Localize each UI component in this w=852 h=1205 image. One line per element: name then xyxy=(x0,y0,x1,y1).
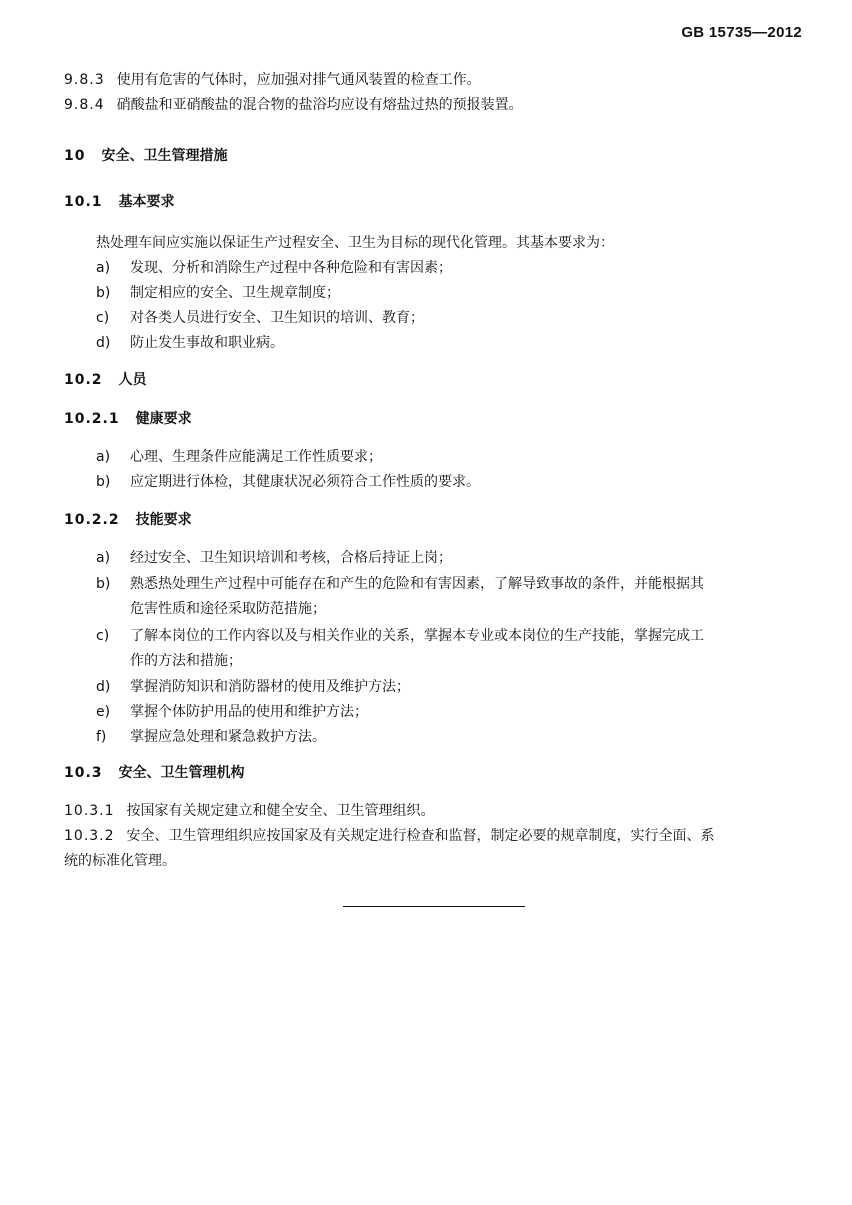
list-marker: b) xyxy=(96,474,111,490)
section-number: 10.2.2 xyxy=(64,512,120,528)
clause-text: 安全、卫生管理组织应按国家及有关规定进行检查和监督，制定必要的规章制度，实行全面、系 xyxy=(126,828,715,844)
list-item xyxy=(96,702,802,722)
list-item-text: 掌握应急处理和紧急救护方法。 xyxy=(130,729,326,745)
list-item-text: 心理、生理条件应能满足工作性质要求； xyxy=(130,449,382,465)
section-number: 10.1 xyxy=(64,194,103,210)
list-marker: f) xyxy=(96,729,107,745)
section-number: 10.3 xyxy=(64,765,103,781)
list-marker: b) xyxy=(96,285,111,301)
clause-number: 10.3.1 xyxy=(64,803,115,819)
end-of-document-rule xyxy=(343,906,525,907)
list-marker: c) xyxy=(96,310,110,326)
section-title: 安全、卫生管理措施 xyxy=(101,148,228,164)
list-marker: c) xyxy=(96,628,110,644)
section-10-2-1-heading xyxy=(64,409,804,429)
standard-code-header: GB 15735—2012 xyxy=(681,24,802,41)
clause-text: 硝酸盐和亚硝酸盐的混合物的盐浴均应设有熔盐过热的预报装置。 xyxy=(116,97,523,113)
section-title: 健康要求 xyxy=(135,411,192,427)
list-item-text: 发现、分析和消除生产过程中各种危险和有害因素； xyxy=(130,260,452,276)
list-marker: a) xyxy=(96,260,111,276)
section-10-3-heading xyxy=(64,763,804,783)
list-item-text: 掌握消防知识和消防器材的使用及维护方法； xyxy=(130,679,410,695)
section-10-heading xyxy=(64,146,804,166)
list-item xyxy=(96,283,802,303)
section-number: 10.2 xyxy=(64,372,103,388)
list-item xyxy=(96,308,802,328)
clause-10-3-1 xyxy=(64,801,804,821)
section-10-2-2-heading xyxy=(64,510,804,530)
clause-text: 使用有危害的气体时，应加强对排气通风装置的检查工作。 xyxy=(116,72,481,88)
clause-9-8-3 xyxy=(64,70,804,90)
section-number: 10 xyxy=(64,148,86,164)
list-item xyxy=(96,626,802,646)
list-item-text: 防止发生事故和职业病。 xyxy=(130,335,284,351)
clause-number: 9.8.4 xyxy=(64,97,105,113)
list-item xyxy=(96,258,802,278)
clause-number: 10.3.2 xyxy=(64,828,115,844)
list-item-text: 熟悉热处理生产过程中可能存在和产生的危险和有害因素，了解导致事故的条件，并能根据其 xyxy=(130,576,704,592)
list-marker: e) xyxy=(96,704,111,720)
list-item-text-continuation: 作的方法和措施； xyxy=(130,653,242,669)
list-item-text: 对各类人员进行安全、卫生知识的培训、教育； xyxy=(130,310,424,326)
list-item xyxy=(96,472,802,492)
list-marker: b) xyxy=(96,576,111,592)
list-item xyxy=(96,727,802,747)
list-marker: d) xyxy=(96,679,111,695)
section-title: 技能要求 xyxy=(135,512,192,528)
section-title: 基本要求 xyxy=(118,194,175,210)
section-title: 人员 xyxy=(118,372,147,388)
list-item xyxy=(96,677,802,697)
list-item-text: 制定相应的安全、卫生规章制度； xyxy=(130,285,340,301)
list-item-text: 掌握个体防护用品的使用和维护方法； xyxy=(130,704,368,720)
list-item xyxy=(96,333,802,353)
section-title: 安全、卫生管理机构 xyxy=(118,765,245,781)
section-number: 10.2.1 xyxy=(64,411,120,427)
list-item-text: 应定期进行体检，其健康状况必须符合工作性质的要求。 xyxy=(130,474,480,490)
clause-text-continuation: 统的标准化管理。 xyxy=(64,853,176,869)
list-item xyxy=(96,447,802,467)
section-10-1-intro: 热处理车间应实施以保证生产过程安全、卫生为目标的现代化管理。其基本要求为： xyxy=(96,235,614,251)
clause-10-3-2 xyxy=(64,826,804,846)
list-marker: a) xyxy=(96,449,111,465)
list-item-text: 经过安全、卫生知识培训和考核，合格后持证上岗； xyxy=(130,550,452,566)
clause-number: 9.8.3 xyxy=(64,72,105,88)
section-10-1-heading xyxy=(64,192,804,212)
list-item xyxy=(96,574,802,594)
clause-text: 按国家有关规定建立和健全安全、卫生管理组织。 xyxy=(126,803,435,819)
list-item-text: 了解本岗位的工作内容以及与相关作业的关系，掌握本专业或本岗位的生产技能，掌握完成工 xyxy=(130,628,704,644)
section-10-2-heading xyxy=(64,370,804,390)
list-item-text-continuation: 危害性质和途径采取防范措施； xyxy=(130,601,326,617)
clause-9-8-4 xyxy=(64,95,804,115)
list-item xyxy=(96,548,802,568)
list-marker: d) xyxy=(96,335,111,351)
list-marker: a) xyxy=(96,550,111,566)
